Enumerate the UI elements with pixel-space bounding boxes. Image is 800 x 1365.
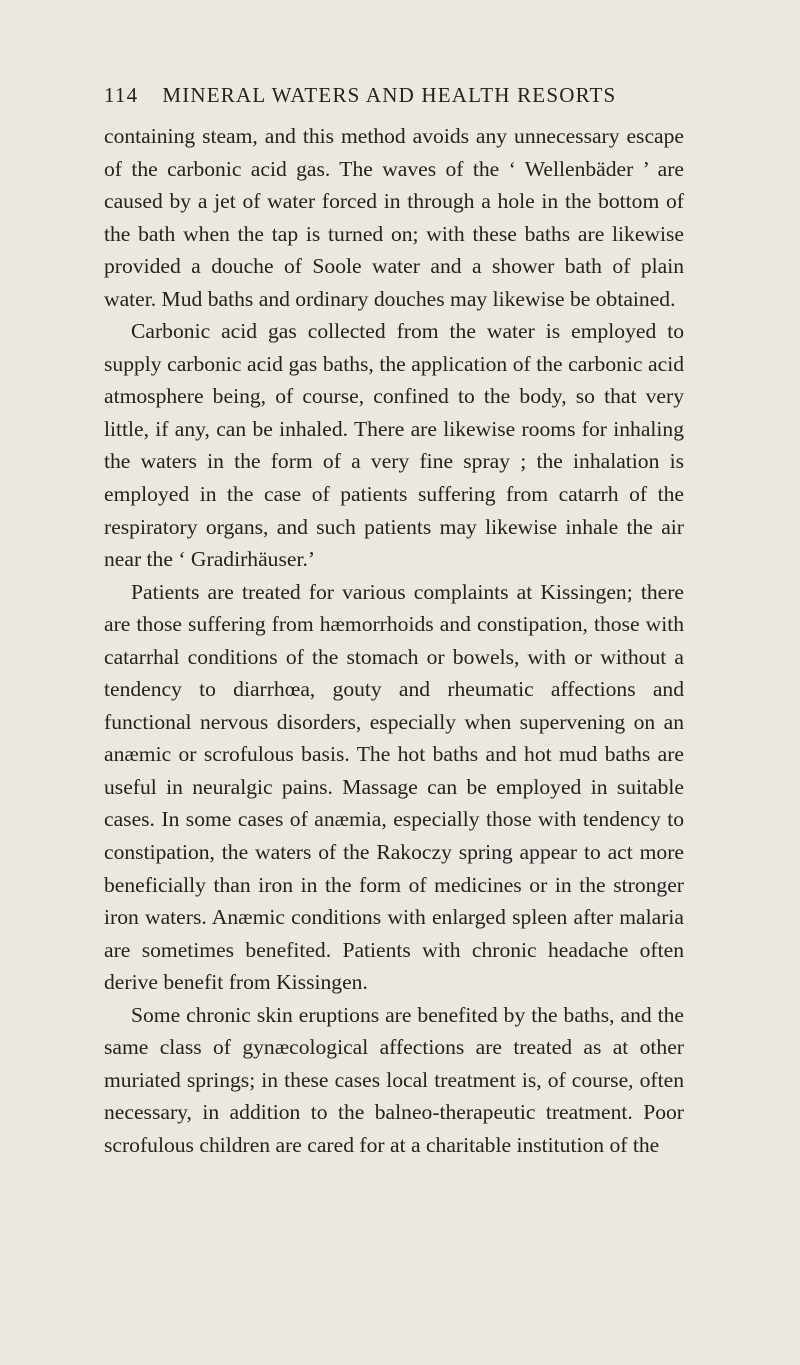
body-text [104,120,684,1162]
page-number: 114 [104,83,139,107]
paragraph-2: Carbonic acid gas collected from the water is employed to supply carbonic acid gas baths, the application of the carbonic acid atmosphere being, of course, confined to the body, so that very little, if any, can be inhaled. There are likewise rooms for inhaling the waters in the form of a very fine spray ; the inhalation is employed in the case of patients suffering from catarrh of the respiratory organs, and such patients may likewise inhale the air near the ‘ Gradirhäuser.’ [104,319,684,572]
running-header [104,80,684,110]
running-title: MINERAL WATERS AND HEALTH RESORTS [162,83,617,107]
paragraph-3: Patients are treated for various complaints at Kissingen; there are those suffering from hæmorrhoids and constipation, those with catarrhal conditions of the stomach or bowels, with or without a tendency to diarrhœa, gouty and rheumatic affections and functional nervous disorders, especially when supervening on an anæmic or scrofulous basis. The hot baths and hot mud baths are useful in neuralgic pains. Massage can be employed in suitable cases. In some cases of anæmia, especially those with tendency to constipation, the waters of the Rakoczy spring appear to act more beneficially than iron in the form of medicines or in the stronger iron waters. Anæmic conditions with enlarged spleen after malaria are sometimes benefited. Patients with chronic headache often derive benefit from Kissingen. [104,579,684,995]
paragraph-1: containing steam, and this method avoids any unnecessary escape of the carbonic acid gas. The waves of the ‘ Wellenbäder ’ are caused by a jet of water forced in through a hole in the bottom of the bath when the tap is turned on; with these baths are likewise provided a douche of Soole water and a shower bath of plain water. Mud baths and ordinary douches may likewise be obtained. [104,124,684,311]
book-page [104,80,684,1162]
paragraph-4: Some chronic skin eruptions are benefited by the baths, and the same class of gynæcological affections are treated as at other muriated springs; in these cases local treatment is, of course, often necessary, in addition to the balneo-therapeutic treatment. Poor scrofulous children are cared for at a charitable institution of the [104,1002,684,1157]
